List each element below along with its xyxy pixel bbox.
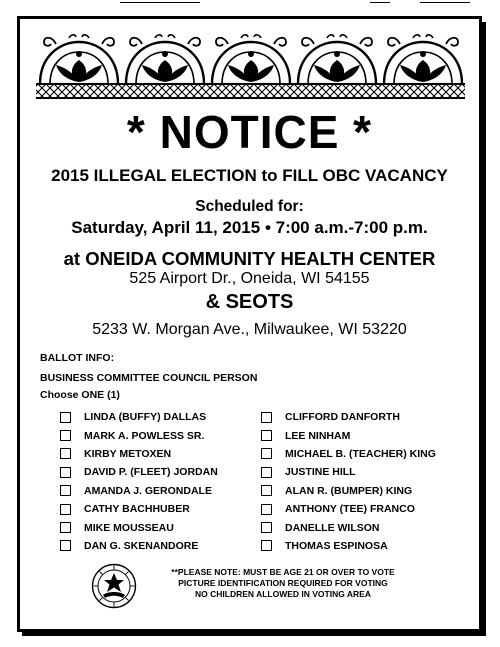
tribal-seal-icon: [91, 563, 137, 609]
note-line-age: **PLEASE NOTE: MUST BE AGE 21 OR OVER TO VOTE: [171, 567, 395, 577]
location-1-address: 525 Airport Dr., Oneida, WI 54155: [129, 270, 370, 287]
candidate-row: [261, 408, 436, 426]
ballot-checkbox[interactable]: [60, 504, 71, 515]
candidate-name: MARK A. POWLESS SR.: [84, 429, 205, 442]
election-subject: 2015 ILLEGAL ELECTION to FILL OBC VACANCY: [51, 166, 448, 185]
candidate-name: MIKE MOUSSEAU: [84, 521, 174, 534]
ballot-info-label: BALLOT INFO:: [40, 352, 115, 364]
top-edge-rule: [120, 0, 470, 6]
candidate-list-right: [261, 408, 436, 555]
ballot-checkbox[interactable]: [60, 522, 71, 533]
candidate-name: CATHY BACHHUBER: [84, 503, 190, 516]
candidate-row: [261, 426, 436, 444]
scheduled-label: Scheduled for:: [195, 198, 304, 215]
candidate-row: [60, 426, 218, 444]
notice-title: * NOTICE *: [126, 106, 373, 158]
ballot-checkbox[interactable]: [60, 485, 71, 496]
ballot-checkbox[interactable]: [261, 448, 272, 459]
ballot-checkbox[interactable]: [60, 412, 71, 423]
ballot-position: BUSINESS COMMITTEE COUNCIL PERSON: [40, 372, 258, 384]
ballot-checkbox[interactable]: [261, 540, 272, 551]
location-1-name: at ONEIDA COMMUNITY HEALTH CENTER: [63, 248, 436, 269]
ballot-checkbox[interactable]: [261, 504, 272, 515]
candidate-row: [60, 482, 218, 500]
ballot-checkbox[interactable]: [261, 467, 272, 478]
candidate-name: AMANDA J. GERONDALE: [84, 484, 212, 497]
candidate-name: ALAN R. (BUMPER) KING: [285, 484, 413, 497]
candidate-name: THOMAS ESPINOSA: [285, 539, 388, 552]
candidate-row: [60, 408, 218, 426]
ballot-checkbox[interactable]: [60, 540, 71, 551]
candidate-row: [60, 463, 218, 481]
note-line-id: PICTURE IDENTIFICATION REQUIRED FOR VOTING: [178, 578, 388, 588]
ballot-checkbox[interactable]: [60, 430, 71, 441]
note-line-children: NO CHILDREN ALLOWED IN VOTING AREA: [195, 589, 371, 599]
location-2-name: & SEOTS: [205, 291, 294, 313]
candidate-row: [60, 500, 218, 518]
ballot-checkbox[interactable]: [60, 467, 71, 478]
candidate-name: LEE NINHAM: [285, 429, 351, 442]
ballot-checkbox[interactable]: [261, 485, 272, 496]
election-date-time: Saturday, April 11, 2015 • 7:00 a.m.-7:00 p.m.: [71, 218, 428, 237]
candidate-row: [261, 482, 436, 500]
candidate-name: DAN G. SKENANDORE: [84, 539, 199, 552]
candidate-list-left: [60, 408, 218, 555]
candidate-row: [60, 518, 218, 536]
candidate-row: [261, 500, 436, 518]
ballot-instruction: Choose ONE (1): [40, 389, 120, 401]
candidate-row: [261, 463, 436, 481]
notice-frame: [17, 16, 482, 632]
candidate-row: [60, 445, 218, 463]
floral-banner: [34, 32, 467, 102]
candidate-name: LINDA (BUFFY) DALLAS: [84, 411, 207, 424]
ballot-checkbox[interactable]: [60, 448, 71, 459]
candidate-row: [60, 537, 218, 555]
candidate-row: [261, 445, 436, 463]
candidate-name: MICHAEL B. (TEACHER) KING: [285, 447, 436, 460]
ballot-checkbox[interactable]: [261, 412, 272, 423]
candidate-name: ANTHONY (TEE) FRANCO: [285, 503, 415, 516]
candidate-name: DAVID P. (FLEET) JORDAN: [84, 466, 218, 479]
candidate-name: JUSTINE HILL: [285, 466, 356, 479]
candidate-name: KIRBY METOXEN: [84, 447, 172, 460]
candidate-name: CLIFFORD DANFORTH: [285, 411, 400, 424]
ballot-checkbox[interactable]: [261, 430, 272, 441]
voting-requirements-note: [153, 567, 413, 600]
ballot-checkbox[interactable]: [261, 522, 272, 533]
location-2-address: 5233 W. Morgan Ave., Milwaukee, WI 53220: [92, 321, 407, 338]
candidate-row: [261, 537, 436, 555]
candidate-name: DANELLE WILSON: [285, 521, 380, 534]
candidate-row: [261, 518, 436, 536]
